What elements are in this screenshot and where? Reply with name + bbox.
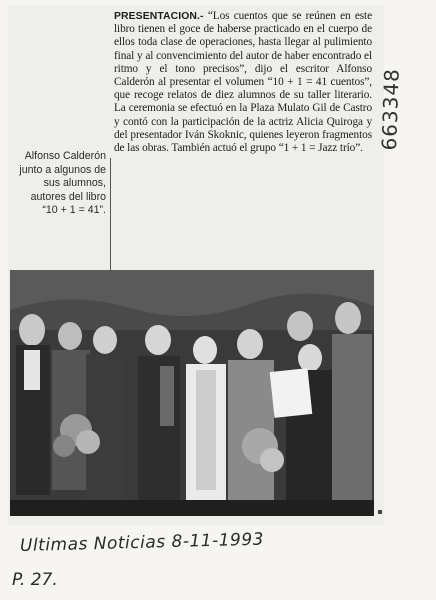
edge-mark [378, 510, 382, 514]
article-body: “Los cuentos que se reúnen en este libro tienen el goce de haberse practicado en el cuerpo de ellos toda clase de operaciones, hasta llegar al pulimiento final y al convencimiento del autor de haber encontrado el ritmo y el tono precisos”, dijo el escritor Alfonso Calderón al presentar el volumen “10 + 1 = 41 cuentos”, que recoge relatos de diez alumnos de su taller literario. La ceremonia se efectuó en la Plaza Mulato Gil de Castro y contó con la participación de la actriz Alicia Quiroga y del presentador Iván Skoknic, quienes leyeron fragmentos de las obras. También actuó el grupo “1 + 1 = Jazz trío”. [114, 10, 372, 155]
archive-number: 663348 [377, 67, 404, 151]
handwritten-source-date: Ultimas Noticias 8-11-1993 [19, 529, 265, 556]
handwritten-page-number: P. 27. [12, 570, 58, 590]
caption-divider [110, 158, 111, 270]
group-photo-illustration [10, 270, 374, 516]
group-photo [10, 270, 374, 516]
photo-caption: Alfonso Calderón junto a algunos de sus alumnos, autores del libro “10 + 1 = 41”. [19, 150, 106, 217]
article-lead: PRESENTACION.- [114, 11, 204, 22]
article-text [114, 10, 372, 155]
